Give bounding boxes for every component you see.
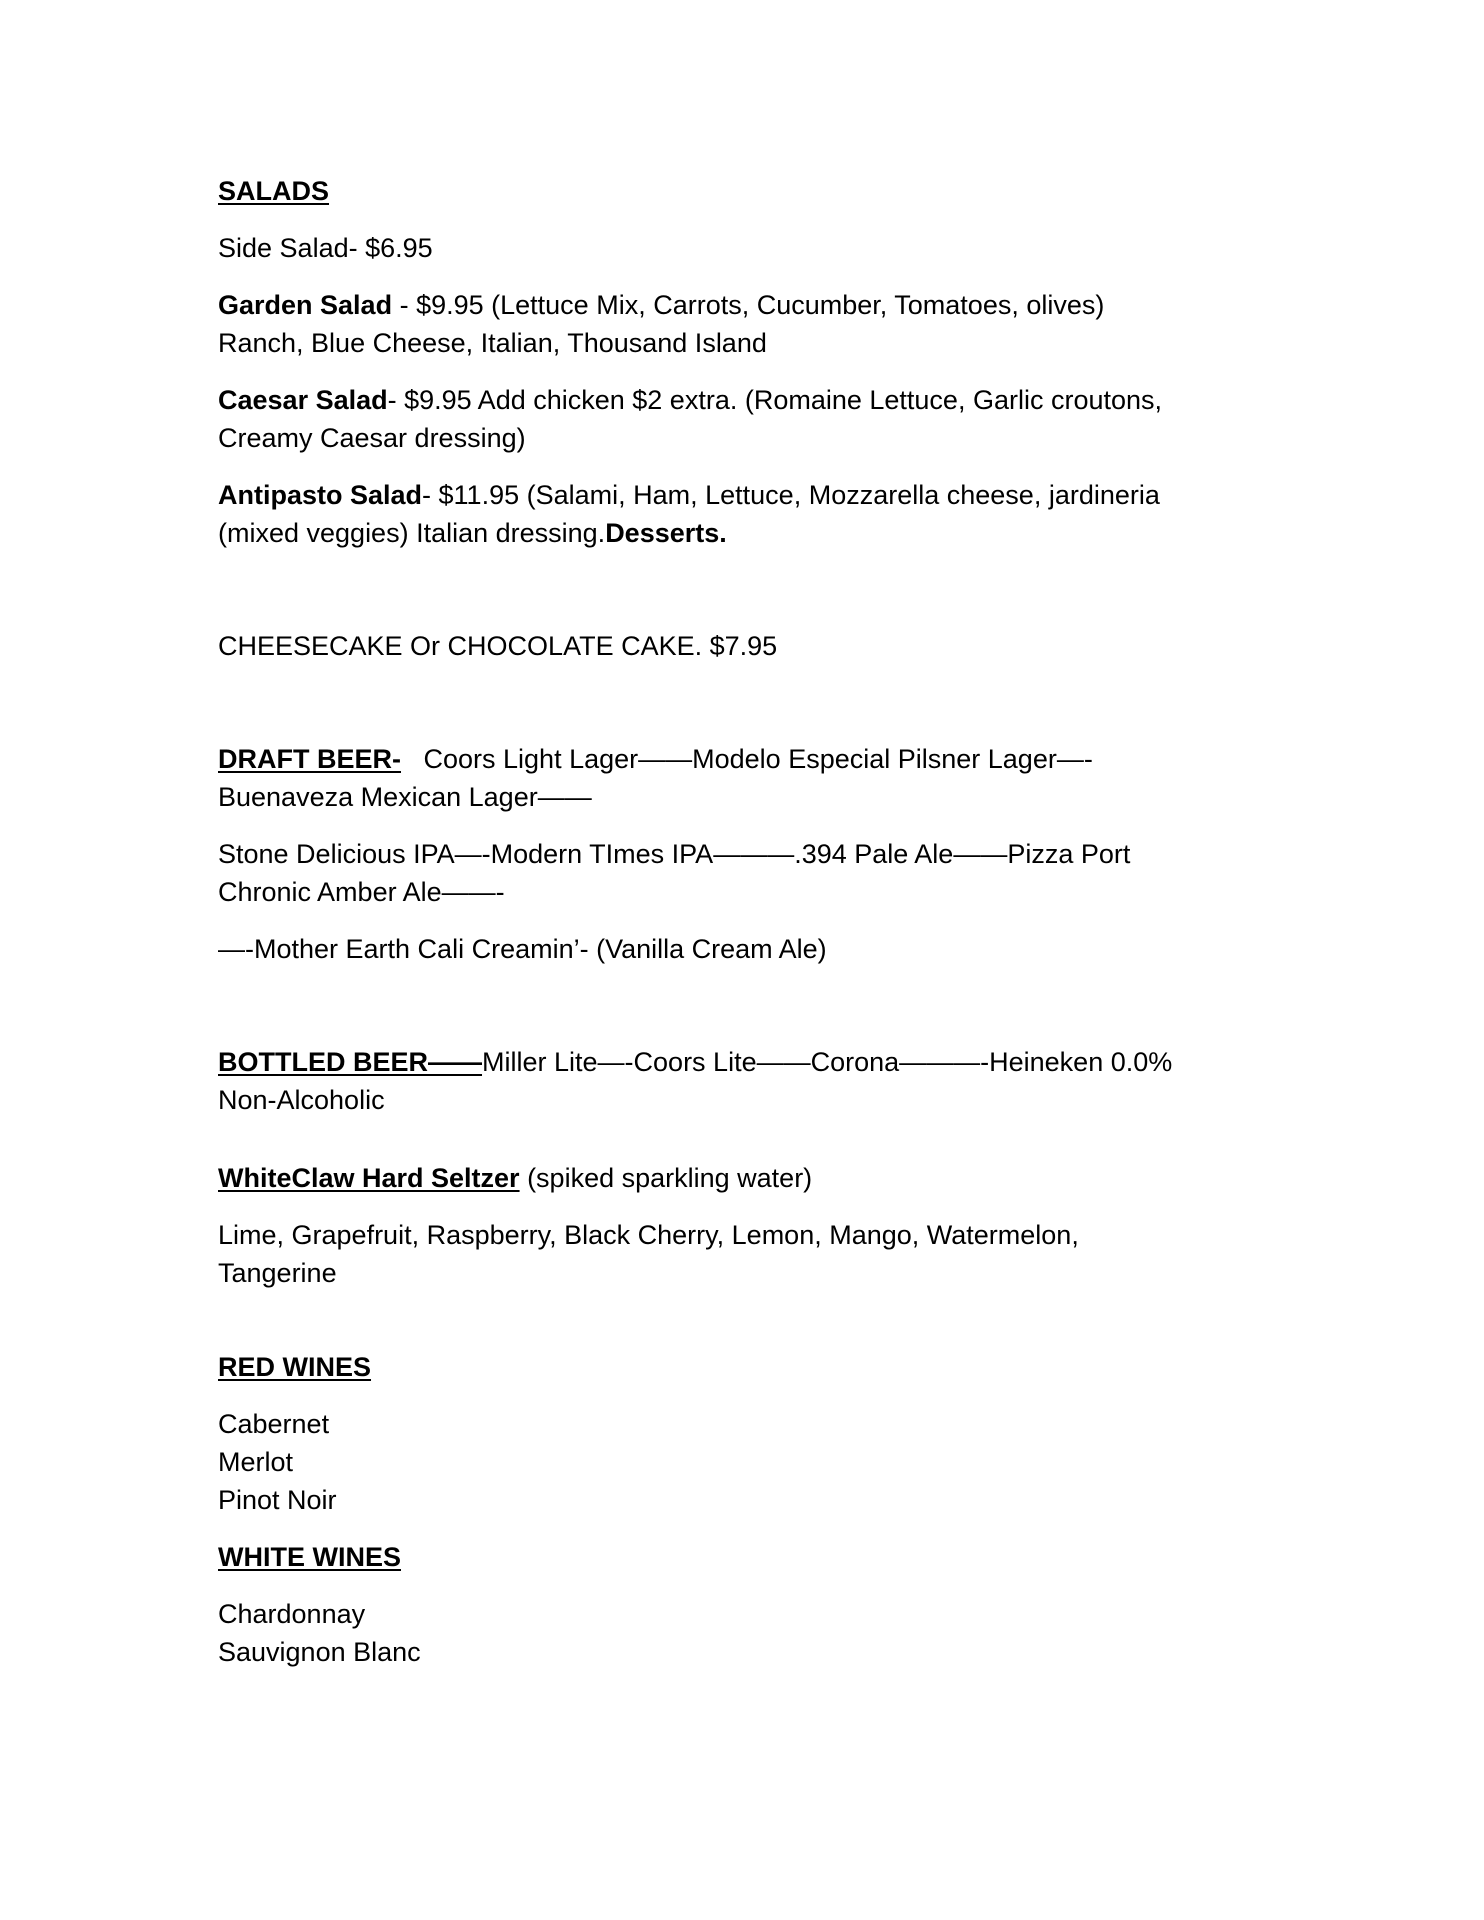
antipasto-salad-item xyxy=(218,476,1298,552)
draft-beer-para2-line2: Chronic Amber Ale——- xyxy=(218,877,505,907)
seltzer-flavors xyxy=(218,1216,1298,1292)
draft-beer-line2: Buenaveza Mexican Lager—— xyxy=(218,782,592,812)
garden-salad-dressings: Ranch, Blue Cheese, Italian, Thousand Island xyxy=(218,328,767,358)
red-wines-heading: RED WINES xyxy=(218,1352,372,1382)
red-wine-item: Cabernet xyxy=(218,1409,330,1439)
seltzer-heading: WhiteClaw Hard Seltzer xyxy=(218,1163,520,1193)
white-wine-item: Chardonnay xyxy=(218,1599,366,1629)
draft-beer-heading: DRAFT BEER- xyxy=(218,744,401,774)
caesar-salad-desc-line2: Creamy Caesar dressing) xyxy=(218,423,526,453)
garden-salad-name: Garden Salad xyxy=(218,290,393,320)
white-wine-item: Sauvignon Blanc xyxy=(218,1637,421,1667)
draft-beer-para2-line1: Stone Delicious IPA—-Modern TImes IPA———.394 Pale Ale——Pizza Port xyxy=(218,839,1131,869)
bottled-beer-line2: Non-Alcoholic xyxy=(218,1085,385,1115)
seltzer-flavors-line2: Tangerine xyxy=(218,1258,337,1288)
seltzer-desc: (spiked sparkling water) xyxy=(519,1163,813,1193)
draft-beer-section xyxy=(218,740,1298,816)
white-wines-heading: WHITE WINES xyxy=(218,1542,401,1572)
desserts-label: Desserts. xyxy=(605,518,727,548)
red-wine-item: Pinot Noir xyxy=(218,1485,337,1515)
red-wine-item: Merlot xyxy=(218,1447,294,1477)
garden-salad-item xyxy=(218,286,1298,362)
salads-heading: SALADS xyxy=(218,176,330,206)
antipasto-salad-name: Antipasto Salad xyxy=(218,480,423,510)
antipasto-salad-desc-line2: (mixed veggies) Italian dressing. xyxy=(218,518,606,548)
desserts-item: CHEESECAKE Or CHOCOLATE CAKE. $7.95 xyxy=(218,631,778,661)
antipasto-salad-desc: - $11.95 (Salami, Ham, Lettuce, Mozzarella cheese, jardineria xyxy=(422,480,1160,510)
caesar-salad-name: Caesar Salad xyxy=(218,385,388,415)
caesar-salad-desc: - $9.95 Add chicken $2 extra. (Romaine Lettuce, Garlic croutons, xyxy=(387,385,1163,415)
draft-beer-paragraph-3: —-Mother Earth Cali Creamin’- (Vanilla Cream Ale) xyxy=(218,934,827,964)
garden-salad-desc: - $9.95 (Lettuce Mix, Carrots, Cucumber, Tomatoes, olives) xyxy=(392,290,1105,320)
bottled-beer-line1: Miller Lite—-Coors Lite——Corona———-Heineken 0.0% xyxy=(482,1047,1173,1077)
draft-beer-paragraph-2 xyxy=(218,835,1298,911)
seltzer-section xyxy=(218,1159,1298,1197)
menu-page xyxy=(218,172,1298,1671)
side-salad-item: Side Salad- $6.95 xyxy=(218,233,433,263)
white-wines-list xyxy=(218,1595,1298,1671)
draft-beer-line1: Coors Light Lager——Modelo Especial Pilsner Lager—- xyxy=(401,744,1093,774)
bottled-beer-heading: BOTTLED BEER—— xyxy=(218,1047,483,1077)
caesar-salad-item xyxy=(218,381,1298,457)
red-wines-list xyxy=(218,1405,1298,1519)
bottled-beer-section xyxy=(218,1043,1298,1119)
seltzer-flavors-line1: Lime, Grapefruit, Raspberry, Black Cherry, Lemon, Mango, Watermelon, xyxy=(218,1220,1079,1250)
